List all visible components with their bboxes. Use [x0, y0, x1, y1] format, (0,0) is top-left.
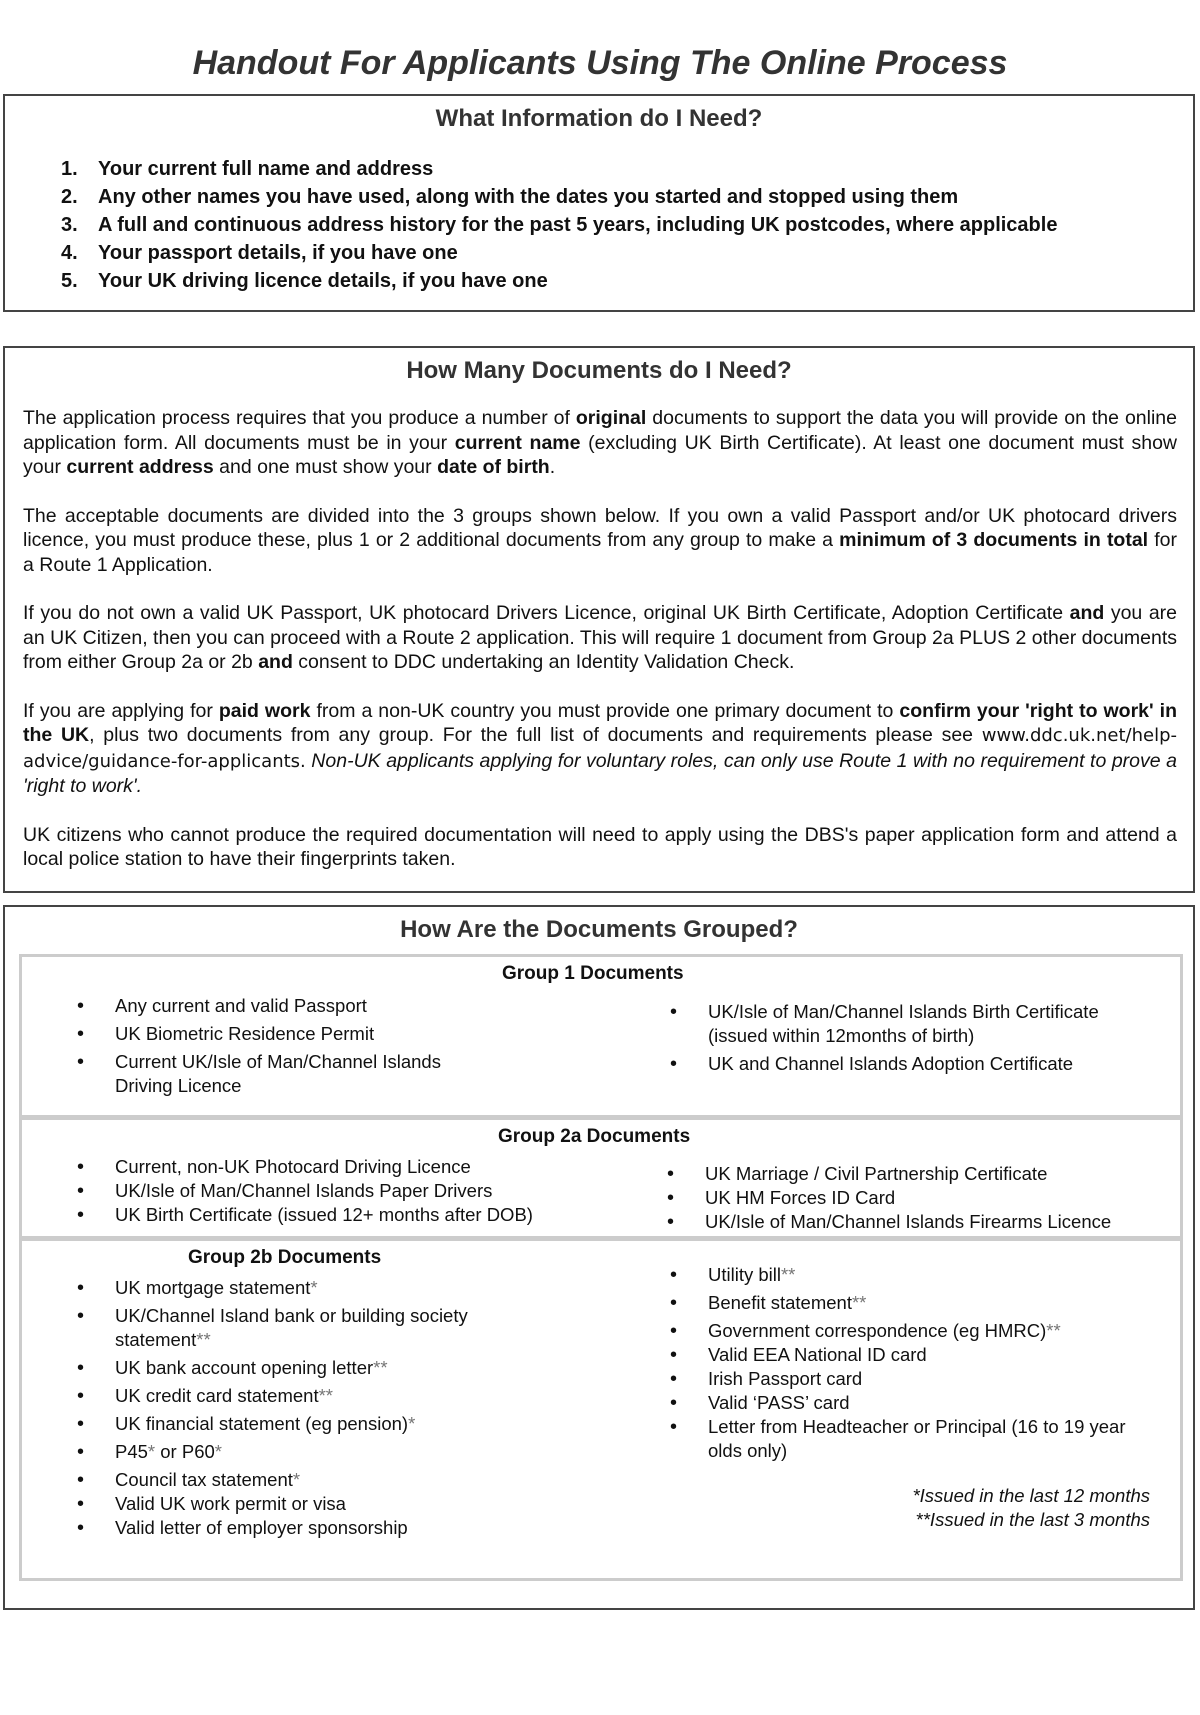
list-item: • UK financial statement (eg pension)* — [77, 1412, 537, 1436]
list-item: • UK mortgage statement* — [77, 1276, 537, 1300]
list-item: • Utility bill** — [670, 1263, 1140, 1287]
paragraph-route-2: If you do not own a valid UK Passport, UK photocard Drivers Licence, original UK Birth Certificate, Adoption Certificate and you are an UK Citizen, then you can proceed with a Route 2 application. This will require 1 document from Group 2a PLUS 2 other documents from either Group 2a or 2b and consent to DDC undertaking an Identity Validation Check. — [23, 602, 1178, 673]
list-item: • UK Marriage / Civil Partnership Certificate — [667, 1162, 1157, 1186]
paragraph-original-documents: The application process requires that you produce a number of original documents to support the data you will provide on the online application form. All documents must be in your current name (excluding UK Birth Certificate). At least one document must show your current address and one must show your date of birth. — [23, 407, 1178, 478]
documents-grouped-heading: How Are the Documents Grouped? — [400, 916, 798, 943]
list-item: • UK Birth Certificate (issued 12+ months after DOB) — [77, 1203, 577, 1227]
group-1-panel — [19, 954, 1183, 1120]
group-2a-left-list — [77, 1155, 577, 1227]
group-1-title: Group 1 Documents — [502, 963, 684, 984]
list-item: • Valid EEA National ID card — [670, 1343, 1140, 1367]
list-item: • Valid letter of employer sponsorship — [77, 1516, 537, 1540]
list-item: • Any current and valid Passport — [77, 994, 527, 1018]
paragraph-right-to-work: If you are applying for paid work from a non-UK country you must provide one primary document to confirm your 'right to work' in the UK, plus two documents from any group. For the full list of documents and requirements please see www.ddc.uk.net/help-advice/guidance-for-applicants. Non-UK applicants applying for voluntary roles, can only use Route 1 with no requirement to prove a 'right to work'. — [23, 699, 1177, 797]
list-item: • Irish Passport card — [670, 1367, 1140, 1391]
group-2b-right-list — [670, 1263, 1140, 1463]
group-2a-title: Group 2a Documents — [498, 1126, 691, 1147]
information-item: 1. Your current full name and address — [61, 158, 434, 180]
information-item: 2. Any other names you have used, along with the dates you started and stopped using them — [61, 186, 959, 208]
list-item: • Current, non-UK Photocard Driving Licence — [77, 1155, 577, 1179]
list-item: • Council tax statement* — [77, 1468, 537, 1492]
issued-3-months-note: **Issued in the last 3 months — [915, 1509, 1150, 1530]
paragraph-route-1: The acceptable documents are divided into the 3 groups shown below. If you own a valid Passport and/or UK photocard drivers licence, you must produce these, plus 1 or 2 additional documents from any group to make a minimum of 3 documents in total for a Route 1 Application. — [23, 504, 1177, 576]
list-item: • UK bank account opening letter** — [77, 1356, 537, 1380]
list-item: • Current UK/Isle of Man/Channel Islands Driving Licence — [77, 1050, 495, 1098]
group-1-right-list — [670, 1000, 1140, 1076]
information-item: 5. Your UK driving licence details, if you have one — [61, 270, 548, 292]
list-item: • Government correspondence (eg HMRC)** — [670, 1319, 1140, 1343]
list-item: • UK Biometric Residence Permit — [77, 1022, 527, 1046]
list-item: • Benefit statement** — [670, 1291, 1140, 1315]
group-2b-left-list — [77, 1276, 537, 1540]
paragraph-paper-application: UK citizens who cannot produce the required documentation will need to apply using the DBS's paper application form and attend a local police station to have their fingerprints taken. — [23, 823, 1177, 870]
list-item: • Valid ‘PASS’ card — [670, 1391, 1140, 1415]
information-needed-heading: What Information do I Need? — [435, 105, 763, 132]
documents-needed-section — [3, 346, 1195, 893]
list-item: • UK and Channel Islands Adoption Certificate — [670, 1052, 1140, 1076]
information-item: 4. Your passport details, if you have one — [61, 242, 458, 264]
group-2b-title: Group 2b Documents — [188, 1247, 382, 1268]
list-item: • UK HM Forces ID Card — [667, 1186, 1157, 1210]
list-item: • P45* or P60* — [77, 1440, 537, 1464]
documents-grouped-section — [3, 905, 1195, 1610]
information-item: 3. A full and continuous address history for the past 5 years, including UK postcodes, where applicable — [61, 214, 1058, 236]
list-item: • UK/Channel Island bank or building society statement** — [77, 1304, 495, 1352]
list-item: • UK/Isle of Man/Channel Islands Firearms Licence — [667, 1210, 1157, 1234]
group-2a-panel — [19, 1115, 1183, 1241]
documents-needed-heading: How Many Documents do I Need? — [406, 357, 792, 384]
list-item: • Letter from Headteacher or Principal (16 to 19 year olds only) — [670, 1415, 1128, 1463]
group-2a-right-list — [667, 1162, 1157, 1234]
list-item: • Valid UK work permit or visa — [77, 1492, 537, 1516]
list-item: • UK/Isle of Man/Channel Islands Paper Drivers — [77, 1179, 577, 1203]
guidance-url: www.ddc.uk.net/help-advice/guidance-for-applicants. — [23, 725, 1177, 772]
group-2b-panel — [19, 1236, 1183, 1581]
information-needed-section — [3, 94, 1195, 312]
list-item: • UK/Isle of Man/Channel Islands Birth Certificate (issued within 12months of birth) — [670, 1000, 1118, 1048]
group-1-left-list — [77, 994, 527, 1098]
information-list — [5, 155, 1193, 295]
list-item: • UK credit card statement** — [77, 1384, 537, 1408]
page-title: Handout For Applicants Using The Online Process — [192, 44, 1008, 82]
issued-12-months-note: *Issued in the last 12 months — [912, 1485, 1150, 1506]
